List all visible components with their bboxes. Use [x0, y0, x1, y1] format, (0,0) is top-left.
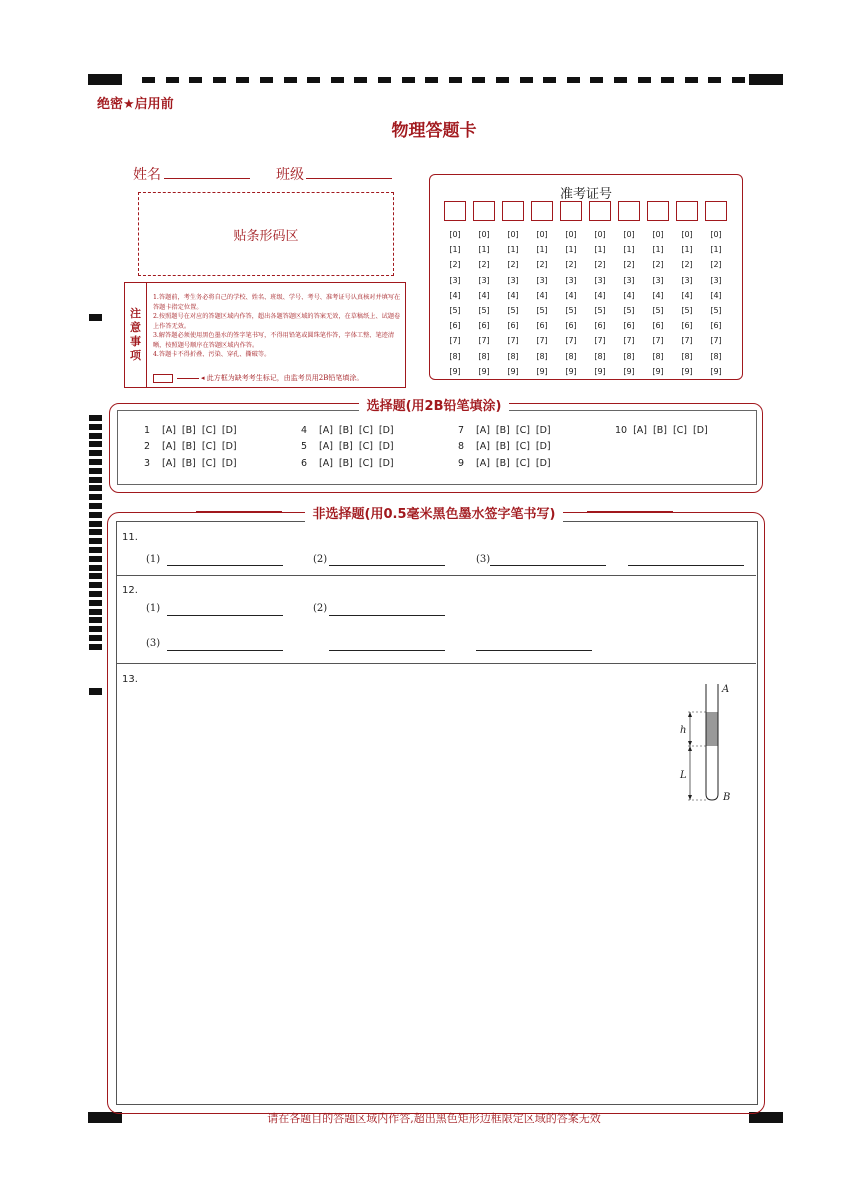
choice-option-bubble[interactable]: [A] — [476, 441, 490, 452]
timing-mark-left — [89, 314, 102, 321]
exam-id-bubble[interactable]: [0] — [449, 230, 461, 239]
notice-item: 3.解答题必须使用黑色墨水的签字笔书写，不得用铅笔或圆珠笔作答，字体工整、笔迹清晰，按照题号顺序在答题区域内作答。 — [153, 332, 395, 349]
arrow-icon — [177, 378, 199, 379]
nonchoice-heading: 非选择题(用0.5毫米黑色墨水签字笔书写) — [0, 503, 868, 522]
question-number: 11. — [122, 532, 138, 543]
exam-id-digit-box[interactable] — [473, 201, 495, 221]
exam-id-bubble[interactable]: [0] — [565, 230, 577, 239]
choice-question-number: 3 — [144, 458, 151, 469]
name-field[interactable] — [164, 178, 250, 179]
exam-id-bubble[interactable]: [6] — [536, 321, 548, 331]
heading-rule — [537, 403, 649, 404]
choice-option-bubble[interactable]: [B] — [653, 425, 667, 436]
exam-id-bubble[interactable]: [7] — [710, 336, 722, 346]
choice-option-bubble[interactable]: [B] — [338, 441, 353, 452]
choice-question — [144, 441, 237, 452]
timing-mark-top-left — [88, 74, 122, 85]
choice-option-bubble[interactable]: [A] — [162, 458, 176, 469]
exam-id-column — [647, 201, 669, 379]
class-label: 班级 — [276, 167, 304, 183]
exam-id-bubble[interactable]: [3] — [681, 275, 693, 285]
exam-id-bubble[interactable]: [1] — [652, 245, 664, 255]
exam-id-bubble[interactable]: [4] — [652, 290, 664, 300]
choice-question — [458, 458, 551, 469]
exam-id-bubble[interactable]: [9] — [449, 366, 461, 376]
answer-line[interactable] — [329, 650, 445, 651]
absent-mark-text: 此方框为缺考考生标记，由监考员用2B铅笔填涂。 — [206, 374, 364, 382]
timing-mark-left — [89, 485, 102, 491]
exam-id-bubble[interactable]: [7] — [623, 336, 635, 346]
exam-id-bubble[interactable]: [2] — [536, 260, 548, 270]
choice-option-bubble[interactable]: [D] — [535, 441, 551, 452]
timing-dash — [472, 77, 485, 83]
timing-dash — [685, 77, 698, 83]
notice-text — [153, 293, 401, 360]
exam-id-bubble[interactable]: [9] — [594, 366, 606, 376]
timing-mark-left — [89, 626, 102, 632]
timing-dash — [661, 77, 674, 83]
timing-dash — [307, 77, 320, 83]
heading-rule — [587, 511, 673, 512]
answer-line[interactable] — [167, 615, 283, 616]
exam-id-bubble[interactable]: [2] — [623, 260, 635, 270]
notice-item: 2.按照题号在对应的答题区域内作答，超出各题答题区域的答案无效，在草稿纸上、试题卷上作答无效。 — [153, 313, 401, 330]
choice-question-number: 2 — [144, 441, 151, 452]
choice-option-bubble[interactable]: [B] — [495, 458, 510, 469]
exam-id-bubble[interactable]: [5] — [536, 306, 548, 316]
exam-id-column — [531, 201, 553, 379]
question-number: 12. — [122, 585, 138, 596]
answer-line[interactable] — [476, 650, 592, 651]
sub-label: (2) — [313, 554, 328, 565]
choice-option-bubble[interactable]: [D] — [378, 425, 394, 436]
exam-id-bubble[interactable]: [4] — [478, 290, 490, 300]
answer-line[interactable] — [329, 615, 445, 616]
choice-option-bubble[interactable]: [A] — [319, 425, 333, 436]
timing-dash — [236, 77, 249, 83]
choice-question-number: 1 — [144, 425, 151, 436]
exam-id-column — [502, 201, 524, 379]
exam-id-bubble[interactable]: [6] — [507, 321, 519, 331]
exam-id-bubble[interactable]: [3] — [565, 275, 577, 285]
exam-id-bubble[interactable]: [7] — [652, 336, 664, 346]
exam-id-bubble[interactable]: [7] — [478, 336, 490, 346]
nonchoice-answer-area — [116, 521, 758, 1105]
timing-mark-left — [89, 600, 102, 606]
exam-id-column — [589, 201, 611, 379]
choice-question — [301, 425, 394, 436]
timing-mark-left — [89, 441, 102, 447]
timing-mark-left — [89, 635, 102, 641]
exam-id-bubble[interactable]: [3] — [594, 275, 606, 285]
choice-option-bubble[interactable]: [A] — [319, 458, 333, 469]
timing-mark-left — [89, 644, 102, 650]
exam-id-bubble[interactable]: [5] — [652, 306, 664, 316]
exam-id-bubble[interactable]: [8] — [652, 351, 664, 361]
exam-id-digit-box[interactable] — [444, 201, 466, 221]
exam-id-column — [473, 201, 495, 379]
choice-option-bubble[interactable]: [D] — [693, 425, 708, 436]
tube-figure — [672, 680, 742, 806]
exam-id-bubble[interactable]: [4] — [507, 290, 519, 300]
exam-id-digit-box[interactable] — [647, 201, 669, 221]
choice-option-bubble[interactable]: [D] — [535, 425, 551, 436]
exam-id-bubble[interactable]: [3] — [623, 275, 635, 285]
choice-question — [458, 425, 551, 436]
timing-mark-left — [89, 468, 102, 474]
exam-id-digit-box[interactable] — [531, 201, 553, 221]
exam-id-bubble[interactable]: [6] — [710, 321, 722, 331]
exam-id-digit-box[interactable] — [560, 201, 582, 221]
choice-option-bubble[interactable]: [B] — [495, 441, 510, 452]
choice-option-bubble[interactable]: [B] — [338, 458, 353, 469]
exam-id-bubble[interactable]: [2] — [652, 260, 664, 270]
choice-question — [144, 425, 237, 436]
exam-id-bubble[interactable]: [9] — [710, 366, 722, 376]
question-number: 13. — [122, 674, 138, 685]
exam-id-bubble[interactable]: [7] — [536, 336, 548, 346]
choice-option-bubble[interactable]: [D] — [221, 441, 237, 452]
divider — [116, 575, 756, 576]
exam-id-bubble[interactable]: [9] — [681, 366, 693, 376]
exam-id-bubble[interactable]: [3] — [507, 275, 519, 285]
heading-rule — [222, 403, 334, 404]
exam-id-bubble[interactable]: [0] — [652, 230, 664, 239]
exam-id-column — [444, 201, 466, 379]
exam-id-bubble[interactable]: [2] — [681, 260, 693, 270]
timing-dash — [732, 77, 745, 83]
timing-dash — [378, 77, 391, 83]
choice-option-bubble[interactable]: [D] — [378, 441, 394, 452]
notice-side-label: 注 意 事 项 — [125, 283, 147, 387]
choice-option-bubble[interactable]: [C] — [201, 425, 216, 436]
notice-box — [124, 282, 406, 388]
divider — [116, 663, 756, 664]
exam-id-bubble[interactable]: [2] — [710, 260, 722, 270]
choice-option-bubble[interactable]: [B] — [181, 425, 196, 436]
choice-option-bubble[interactable]: [A] — [162, 441, 176, 452]
class-field[interactable] — [306, 178, 392, 179]
exam-id-bubble[interactable]: [0] — [594, 230, 606, 239]
answer-line[interactable] — [490, 565, 606, 566]
choice-option-bubble[interactable]: [A] — [319, 441, 333, 452]
timing-mark-left — [89, 688, 102, 695]
figure-label-h: h — [680, 725, 687, 736]
timing-dash — [638, 77, 651, 83]
exam-id-bubble[interactable]: [2] — [565, 260, 577, 270]
exam-id-column — [618, 201, 640, 379]
exam-id-bubble[interactable]: [6] — [652, 321, 664, 331]
exam-id-bubble[interactable]: [8] — [449, 351, 461, 361]
absent-checkbox[interactable] — [153, 374, 173, 383]
exam-id-bubble[interactable]: [5] — [623, 306, 635, 316]
choice-option-bubble[interactable]: [B] — [495, 425, 510, 436]
timing-mark-left — [89, 415, 102, 421]
timing-dash — [520, 77, 533, 83]
exam-id-bubble[interactable]: [6] — [681, 321, 693, 331]
answer-line[interactable] — [167, 650, 283, 651]
footer-note: 请在各题目的答题区域内作答,超出黑色矩形边框限定区域的答案无效 — [267, 1112, 601, 1125]
exam-id-bubble[interactable]: [9] — [565, 366, 577, 376]
exam-id-bubble[interactable]: [1] — [449, 245, 461, 255]
figure-label-a: A — [722, 684, 730, 695]
exam-id-bubble[interactable]: [2] — [507, 260, 519, 270]
exam-id-bubble[interactable]: [5] — [710, 306, 722, 316]
exam-id-bubble[interactable]: [3] — [449, 275, 461, 285]
choice-option-bubble[interactable]: [A] — [476, 425, 490, 436]
exam-id-bubble[interactable]: [0] — [623, 230, 635, 239]
exam-id-bubble[interactable]: [4] — [565, 290, 577, 300]
timing-dash — [166, 77, 179, 83]
timing-mark-left — [89, 459, 102, 465]
exam-id-bubble[interactable]: [7] — [594, 336, 606, 346]
timing-dash — [590, 77, 603, 83]
exam-id-bubble[interactable]: [3] — [478, 275, 490, 285]
timing-mark-top-right — [749, 74, 783, 85]
choice-question — [301, 441, 394, 452]
exam-id-bubble[interactable]: [4] — [594, 290, 606, 300]
choice-option-bubble[interactable]: [C] — [672, 425, 687, 436]
timing-mark-left — [89, 424, 102, 430]
choice-option-bubble[interactable]: [B] — [338, 425, 353, 436]
choice-question — [144, 458, 237, 469]
exam-id-bubble[interactable]: [6] — [594, 321, 606, 331]
choice-option-bubble[interactable]: [A] — [162, 425, 176, 436]
timing-mark-left — [89, 494, 102, 500]
choice-option-bubble[interactable]: [D] — [535, 458, 551, 469]
notice-item: 1.答题前，考生务必将自己的学校、姓名、班级、学号、考号、准考证号认真核对并填写在答题卡指定位置。 — [153, 294, 401, 311]
exam-id-bubble[interactable]: [7] — [681, 336, 693, 346]
timing-mark-left — [89, 591, 102, 597]
timing-dash — [284, 77, 297, 83]
choice-option-bubble[interactable]: [C] — [515, 458, 530, 469]
timing-mark-left — [89, 556, 102, 562]
exam-id-bubble[interactable]: [8] — [536, 351, 548, 361]
exam-id-bubble[interactable]: [1] — [710, 245, 722, 255]
exam-id-bubble[interactable]: [6] — [623, 321, 635, 331]
exam-id-bubble[interactable]: [4] — [536, 290, 548, 300]
exam-id-column — [560, 201, 582, 379]
exam-id-digit-box[interactable] — [618, 201, 640, 221]
exam-id-digit-box[interactable] — [502, 201, 524, 221]
choice-option-bubble[interactable]: [C] — [358, 425, 373, 436]
exam-id-bubble[interactable]: [5] — [681, 306, 693, 316]
choice-option-bubble[interactable]: [C] — [358, 458, 373, 469]
exam-id-bubble[interactable]: [2] — [594, 260, 606, 270]
choice-option-bubble[interactable]: [C] — [201, 441, 216, 452]
heading-rule — [196, 511, 282, 512]
timing-mark-left — [89, 609, 102, 615]
timing-dash — [425, 77, 438, 83]
timing-dash — [449, 77, 462, 83]
choice-question — [458, 441, 551, 452]
exam-id-column — [676, 201, 698, 379]
sub-label: (3) — [146, 638, 161, 649]
name-label: 姓名 — [133, 167, 161, 183]
exam-id-bubble[interactable]: [6] — [478, 321, 490, 331]
exam-id-bubble[interactable]: [4] — [681, 290, 693, 300]
exam-id-bubble[interactable]: [8] — [594, 351, 606, 361]
exam-id-bubble[interactable]: [6] — [449, 321, 461, 331]
choice-heading: 选择题(用2B铅笔填涂) — [0, 395, 868, 414]
sub-label: (2) — [313, 603, 328, 614]
exam-id-bubble[interactable]: [0] — [710, 230, 722, 239]
choice-option-bubble[interactable]: [A] — [633, 425, 648, 436]
exam-id-bubble[interactable]: [5] — [449, 306, 461, 316]
choice-option-bubble[interactable]: [C] — [515, 425, 530, 436]
exam-id-bubble[interactable]: [0] — [507, 230, 519, 239]
timing-mark-left — [89, 573, 102, 579]
timing-dash — [213, 77, 226, 83]
exam-id-bubble[interactable]: [0] — [478, 230, 490, 239]
exam-id-bubble[interactable]: [1] — [478, 245, 490, 255]
choice-option-bubble[interactable]: [B] — [181, 441, 196, 452]
timing-dash — [354, 77, 367, 83]
timing-dash — [402, 77, 415, 83]
exam-id-bubble[interactable]: [9] — [507, 366, 519, 376]
exam-id-bubble[interactable]: [7] — [507, 336, 519, 346]
timing-dash — [708, 77, 721, 83]
choice-option-bubble[interactable]: [D] — [221, 425, 237, 436]
exam-id-bubble[interactable]: [2] — [449, 260, 461, 270]
choice-option-bubble[interactable]: [C] — [358, 441, 373, 452]
exam-id-bubble[interactable]: [5] — [507, 306, 519, 316]
exam-id-bubble[interactable]: [0] — [536, 230, 548, 239]
timing-dash — [189, 77, 202, 83]
timing-mark-left — [89, 529, 102, 535]
timing-dash — [331, 77, 344, 83]
sub-label: (3) — [476, 554, 491, 565]
exam-id-bubble[interactable]: [2] — [478, 260, 490, 270]
choice-question-number: 9 — [458, 458, 465, 469]
choice-question-number: 5 — [301, 441, 308, 452]
exam-id-digit-box[interactable] — [705, 201, 727, 221]
exam-id-bubble[interactable]: [9] — [536, 366, 548, 376]
sub-label: (1) — [146, 554, 161, 565]
exam-id-bubble[interactable]: [7] — [565, 336, 577, 346]
choice-option-bubble[interactable]: [C] — [515, 441, 530, 452]
timing-dash — [496, 77, 509, 83]
exam-id-bubble[interactable]: [1] — [623, 245, 635, 255]
timing-mark-left — [89, 433, 102, 439]
exam-id-bubble[interactable]: [1] — [565, 245, 577, 255]
exam-id-bubble[interactable]: [1] — [681, 245, 693, 255]
timing-dash — [567, 77, 580, 83]
timing-mark-left — [89, 450, 102, 456]
exam-id-bubble[interactable]: [4] — [710, 290, 722, 300]
sub-label: (1) — [146, 603, 161, 614]
exam-id-bubble[interactable]: [3] — [652, 275, 664, 285]
exam-id-bubble[interactable]: [5] — [478, 306, 490, 316]
timing-mark-left — [89, 582, 102, 588]
timing-mark-left — [89, 538, 102, 544]
choice-question-number: 10 — [615, 425, 628, 436]
confidential-seal: 绝密★启用前 — [97, 97, 174, 112]
timing-mark-left — [89, 565, 102, 571]
answer-line[interactable] — [329, 565, 445, 566]
exam-id-digit-box[interactable] — [589, 201, 611, 221]
exam-id-bubble[interactable]: [8] — [710, 351, 722, 361]
choice-question-number: 7 — [458, 425, 465, 436]
figure-label-b: B — [723, 792, 731, 803]
notice-item: 4.答题卡不得折叠、污染、穿孔、撕破等。 — [153, 351, 271, 358]
exam-id-bubble[interactable]: [0] — [681, 230, 693, 239]
exam-id-bubble[interactable]: [1] — [507, 245, 519, 255]
choice-option-bubble[interactable]: [D] — [221, 458, 237, 469]
exam-id-panel — [429, 174, 743, 380]
choice-question-number: 8 — [458, 441, 465, 452]
choice-question-number: 4 — [301, 425, 308, 436]
barcode-label: 贴条形码区 — [233, 229, 299, 244]
answer-line[interactable] — [167, 565, 283, 566]
exam-id-bubble[interactable]: [8] — [507, 351, 519, 361]
barcode-area — [138, 192, 394, 276]
timing-dash — [614, 77, 627, 83]
choice-question — [615, 425, 708, 436]
exam-id-bubble[interactable]: [9] — [652, 366, 664, 376]
page-title: 物理答题卡 — [391, 121, 477, 141]
timing-mark-left — [89, 547, 102, 553]
exam-id-bubble[interactable]: [1] — [594, 245, 606, 255]
exam-id-bubble[interactable]: [3] — [710, 275, 722, 285]
figure-label-l: L — [680, 770, 687, 781]
exam-id-bubble[interactable]: [5] — [565, 306, 577, 316]
exam-id-bubble[interactable]: [8] — [681, 351, 693, 361]
absent-mark-row: ◂ 此方框为缺考考生标记，由监考员用2B铅笔填涂。 — [153, 373, 363, 383]
choice-option-bubble[interactable]: [A] — [476, 458, 490, 469]
exam-id-bubble[interactable]: [4] — [623, 290, 635, 300]
exam-id-bubble[interactable]: [3] — [536, 275, 548, 285]
timing-dash — [142, 77, 155, 83]
choice-option-bubble[interactable]: [D] — [378, 458, 394, 469]
exam-id-bubble[interactable]: [8] — [565, 351, 577, 361]
timing-mark-left — [89, 617, 102, 623]
exam-id-bubble[interactable]: [6] — [565, 321, 577, 331]
exam-id-bubble[interactable]: [9] — [478, 366, 490, 376]
exam-id-bubble[interactable]: [5] — [594, 306, 606, 316]
choice-question-number: 6 — [301, 458, 308, 469]
exam-id-bubble[interactable]: [8] — [623, 351, 635, 361]
exam-id-bubble[interactable]: [9] — [623, 366, 635, 376]
exam-id-title: 准考证号 — [559, 187, 612, 202]
choice-option-bubble[interactable]: [B] — [181, 458, 196, 469]
answer-line[interactable] — [628, 565, 744, 566]
timing-mark-left — [89, 477, 102, 483]
timing-dash — [260, 77, 273, 83]
exam-id-bubble[interactable]: [4] — [449, 290, 461, 300]
timing-dash — [543, 77, 556, 83]
exam-id-bubble[interactable]: [7] — [449, 336, 461, 346]
exam-id-bubble[interactable]: [8] — [478, 351, 490, 361]
choice-option-bubble[interactable]: [C] — [201, 458, 216, 469]
choice-question — [301, 458, 394, 469]
exam-id-digit-box[interactable] — [676, 201, 698, 221]
exam-id-column — [705, 201, 727, 379]
exam-id-bubble[interactable]: [1] — [536, 245, 548, 255]
